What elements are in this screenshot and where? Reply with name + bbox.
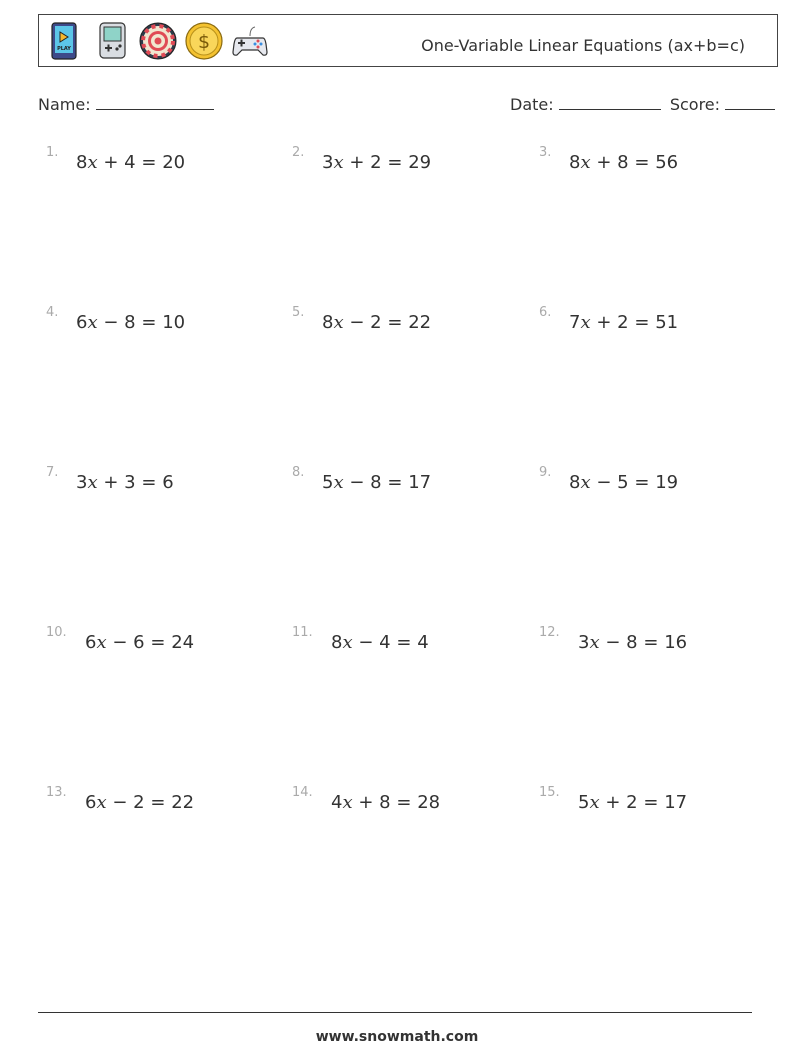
constant-b: 2 xyxy=(133,792,145,813)
problem-equation xyxy=(322,152,431,173)
problem-number: 4. xyxy=(46,305,59,320)
problem-number: 7. xyxy=(46,465,59,480)
footer-divider xyxy=(38,1012,752,1013)
constant-b: 8 xyxy=(379,792,391,813)
constant-b: 2 xyxy=(370,312,382,333)
result-c: 22 xyxy=(171,792,195,813)
constant-b: 4 xyxy=(124,152,136,173)
play-tablet-icon xyxy=(45,22,83,60)
equals-sign: = xyxy=(141,152,157,173)
problem-number: 13. xyxy=(46,785,67,800)
variable: x xyxy=(87,312,98,333)
operator: − xyxy=(349,472,365,493)
constant-b: 3 xyxy=(124,472,136,493)
score-blank[interactable] xyxy=(725,94,775,110)
problem-equation xyxy=(85,792,194,813)
equals-sign: = xyxy=(387,152,403,173)
constant-b: 6 xyxy=(133,632,145,653)
variable: x xyxy=(580,152,591,173)
variable: x xyxy=(589,792,600,813)
problem-number: 6. xyxy=(539,305,552,320)
operator: − xyxy=(605,632,621,653)
problem-equation xyxy=(569,312,678,333)
variable: x xyxy=(96,632,107,653)
result-c: 29 xyxy=(408,152,432,173)
problem-equation xyxy=(322,472,431,493)
variable: x xyxy=(333,312,344,333)
variable: x xyxy=(87,472,98,493)
name-label: Name: xyxy=(38,95,91,114)
problem-number: 11. xyxy=(292,625,313,640)
equals-sign: = xyxy=(643,632,659,653)
coefficient-a: 8 xyxy=(76,152,88,173)
problem-equation xyxy=(578,792,687,813)
variable: x xyxy=(333,152,344,173)
result-c: 16 xyxy=(664,632,688,653)
constant-b: 8 xyxy=(124,312,136,333)
constant-b: 4 xyxy=(379,632,391,653)
operator: − xyxy=(103,312,119,333)
equals-sign: = xyxy=(396,632,412,653)
problem-item xyxy=(292,465,532,495)
variable: x xyxy=(342,792,353,813)
equals-sign: = xyxy=(634,472,650,493)
result-c: 56 xyxy=(655,152,679,173)
problem-item xyxy=(46,145,286,175)
equals-sign: = xyxy=(150,632,166,653)
variable: x xyxy=(342,632,353,653)
constant-b: 8 xyxy=(626,632,638,653)
result-c: 10 xyxy=(162,312,186,333)
coefficient-a: 4 xyxy=(331,792,343,813)
equals-sign: = xyxy=(141,472,157,493)
constant-b: 2 xyxy=(626,792,638,813)
problem-number: 14. xyxy=(292,785,313,800)
coefficient-a: 8 xyxy=(331,632,343,653)
operator: + xyxy=(596,312,612,333)
coefficient-a: 7 xyxy=(569,312,581,333)
operator: − xyxy=(349,312,365,333)
date-blank[interactable] xyxy=(559,94,661,110)
problem-item xyxy=(539,305,779,335)
constant-b: 2 xyxy=(617,312,629,333)
variable: x xyxy=(580,472,591,493)
result-c: 19 xyxy=(655,472,679,493)
result-c: 24 xyxy=(171,632,195,653)
equals-sign: = xyxy=(634,312,650,333)
problem-item xyxy=(539,785,779,815)
problem-number: 8. xyxy=(292,465,305,480)
equals-sign: = xyxy=(387,472,403,493)
equals-sign: = xyxy=(396,792,412,813)
problem-item xyxy=(539,625,779,655)
operator: + xyxy=(103,152,119,173)
coefficient-a: 8 xyxy=(569,472,581,493)
result-c: 20 xyxy=(162,152,186,173)
variable: x xyxy=(96,792,107,813)
worksheet-header xyxy=(38,14,778,67)
problem-item xyxy=(46,305,286,335)
operator: − xyxy=(112,792,128,813)
variable: x xyxy=(333,472,344,493)
coefficient-a: 8 xyxy=(569,152,581,173)
operator: + xyxy=(596,152,612,173)
problem-equation xyxy=(322,312,431,333)
svg-text:$: $ xyxy=(197,31,211,53)
operator: − xyxy=(112,632,128,653)
score-label: Score: xyxy=(669,95,721,114)
operator: + xyxy=(349,152,365,173)
problem-equation xyxy=(331,632,429,653)
coefficient-a: 6 xyxy=(85,792,97,813)
operator: + xyxy=(605,792,621,813)
problem-number: 1. xyxy=(46,145,59,160)
problem-equation xyxy=(569,472,678,493)
constant-b: 8 xyxy=(370,472,382,493)
operator: − xyxy=(596,472,612,493)
problem-item xyxy=(539,465,779,495)
operator: + xyxy=(103,472,119,493)
problem-number: 5. xyxy=(292,305,305,320)
name-field xyxy=(38,94,214,114)
dartboard-icon xyxy=(139,22,177,60)
problem-item xyxy=(46,625,286,655)
problem-equation xyxy=(578,632,687,653)
problem-equation xyxy=(331,792,440,813)
coefficient-a: 3 xyxy=(76,472,88,493)
problem-item xyxy=(46,465,286,495)
problem-item xyxy=(292,305,532,335)
coefficient-a: 3 xyxy=(578,632,590,653)
problem-equation xyxy=(76,312,185,333)
problem-equation xyxy=(76,152,185,173)
problem-item xyxy=(46,785,286,815)
coefficient-a: 6 xyxy=(85,632,97,653)
problem-number: 3. xyxy=(539,145,552,160)
problem-equation xyxy=(569,152,678,173)
result-c: 28 xyxy=(417,792,441,813)
constant-b: 8 xyxy=(617,152,629,173)
equals-sign: = xyxy=(387,312,403,333)
result-c: 17 xyxy=(664,792,688,813)
operator: + xyxy=(358,792,374,813)
problem-item xyxy=(539,145,779,175)
coefficient-a: 3 xyxy=(322,152,334,173)
problem-number: 9. xyxy=(539,465,552,480)
dollar-coin-icon xyxy=(185,22,223,60)
worksheet-title: One-Variable Linear Equations (ax+b=c) xyxy=(421,36,745,55)
problem-number: 2. xyxy=(292,145,305,160)
equals-sign: = xyxy=(141,312,157,333)
tablet-play-label: PLAY xyxy=(57,46,71,52)
operator: − xyxy=(358,632,374,653)
date-label: Date: xyxy=(510,95,554,114)
result-c: 6 xyxy=(162,472,174,493)
variable: x xyxy=(589,632,600,653)
name-blank[interactable] xyxy=(96,94,214,110)
variable: x xyxy=(580,312,591,333)
problem-number: 10. xyxy=(46,625,67,640)
coefficient-a: 5 xyxy=(578,792,590,813)
problem-equation xyxy=(76,472,174,493)
problem-item xyxy=(292,145,532,175)
variable: x xyxy=(87,152,98,173)
result-c: 4 xyxy=(417,632,429,653)
result-c: 17 xyxy=(408,472,432,493)
problem-equation xyxy=(85,632,194,653)
equals-sign: = xyxy=(634,152,650,173)
problem-item xyxy=(292,785,532,815)
handheld-game-icon xyxy=(93,22,131,60)
constant-b: 5 xyxy=(617,472,629,493)
equals-sign: = xyxy=(150,792,166,813)
gamepad-icon xyxy=(231,22,269,60)
problem-number: 15. xyxy=(539,785,560,800)
problem-number: 12. xyxy=(539,625,560,640)
result-c: 22 xyxy=(408,312,432,333)
footer-url: www.snowmath.com xyxy=(315,1029,479,1045)
coefficient-a: 5 xyxy=(322,472,334,493)
equals-sign: = xyxy=(643,792,659,813)
date-score-fields xyxy=(510,94,775,114)
problem-item xyxy=(292,625,532,655)
coefficient-a: 6 xyxy=(76,312,88,333)
coefficient-a: 8 xyxy=(322,312,334,333)
result-c: 51 xyxy=(655,312,679,333)
constant-b: 2 xyxy=(370,152,382,173)
